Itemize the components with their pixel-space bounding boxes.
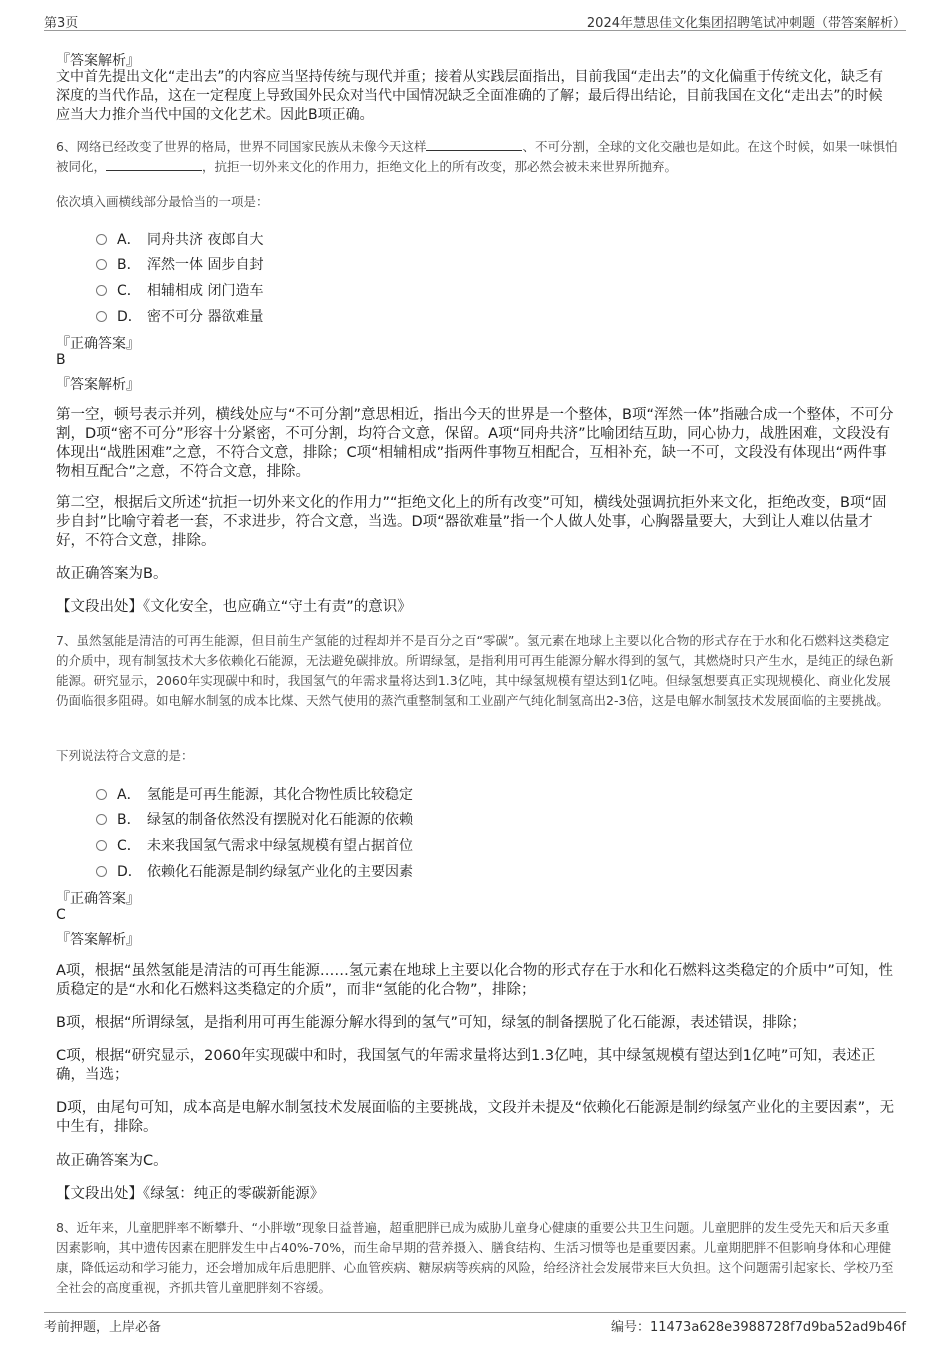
question-8-text: 8、近年来，儿童肥胖率不断攀升、“小胖墩”现象日益普遍，超重肥胖已成为威胁儿童身心健康的重要公共卫生问题。儿童肥胖的发生受先天和后天多重因素影响，其中遗传因素在肥胖发生中占40%-70%，而生命早期的营养摄入、膳食结构、生活习惯等也是重要因素。儿童期肥胖不但影响身体和心理健康，降低运动和学习能力，还会增加成年后患肥胖、心血管疾病、糖尿病等疾病的风险，给经济社会发展带来巨大负担。这个问题需引起家长、学校乃至全社会的高度重视，齐抓共管儿童肥胖刻不容缓。 [56, 1220, 894, 1295]
q7-option-c[interactable]: C． 未来我国氢气需求中绿氢规模有望占据首位 [96, 835, 413, 855]
question-6-prompt: 依次填入画横线部分最恰当的一项是： [56, 194, 269, 209]
radio-icon[interactable] [96, 789, 107, 800]
radio-icon[interactable] [96, 840, 107, 851]
radio-icon[interactable] [96, 814, 107, 825]
question-6-text: 6、网络已经改变了世界的格局，世界不同国家民族从未像今天这样 、不可分割，全球的文化交融也是如此。在这个时候，如果一味惧怕被同化， ，抗拒一切外来文化的作用力，拒绝文化上的所有改变，那必然会被未来世界所抛弃。 [56, 139, 898, 174]
q6-option-d[interactable]: D． 密不可分 器欲难量 [96, 306, 263, 326]
q7-analysis-a: A项，根据“虽然氢能是清洁的可再生能源……氢元素在地球上主要以化合物的形式存在于水和化石燃料这类稳定的介质中”可知，性质稳定的是“水和化石燃料这类稳定的介质”，而非“氢能的化合物”，排除； [56, 963, 893, 998]
page-footer [44, 1312, 906, 1335]
q6-analysis-label: 『答案解析』 [56, 377, 140, 393]
q7-analysis-d: D项，由尾句可知，成本高是电解水制氢技术发展面临的主要挑战，文段并未提及“依赖化石能源是制约绿氢产业化的主要因素”，无中生有，排除。 [56, 1100, 895, 1135]
q7-option-b[interactable]: B． 绿氢的制备依然没有摆脱对化石能源的依赖 [96, 809, 413, 829]
q6-option-a[interactable]: A． 同舟共济 夜郎自大 [96, 229, 263, 249]
radio-icon[interactable] [96, 234, 107, 245]
answer-blank-1 [426, 139, 522, 151]
question-7-prompt: 下列说法符合文意的是： [56, 748, 194, 763]
q6-option-b[interactable]: B． 浑然一体 固步自封 [96, 254, 263, 274]
radio-icon[interactable] [96, 311, 107, 322]
q7-option-d[interactable]: D． 依赖化石能源是制约绿氢产业化的主要因素 [96, 861, 413, 881]
radio-icon[interactable] [96, 285, 107, 296]
radio-icon[interactable] [96, 259, 107, 270]
document-title: 2024年慧思佳文化集团招聘笔试冲刺题（带答案解析） [586, 16, 906, 31]
footer-slogan: 考前押题，上岸必备 [44, 1320, 162, 1335]
document-code: 编号：11473a628e3988728f7d9ba52ad9b46f [610, 1320, 906, 1335]
q6-conclusion: 故正确答案为B。 [56, 566, 168, 582]
q7-analysis-b: B项，根据“所谓绿氢，是指利用可再生能源分解水得到的氢气”可知，绿氢的制备摆脱了化石能源，表述错误，排除； [56, 1015, 806, 1031]
analysis-label: 『答案解析』 [56, 53, 140, 69]
q7-option-a[interactable]: A． 氢能是可再生能源，其化合物性质比较稳定 [96, 784, 413, 804]
q7-correct-label: 『正确答案』 [56, 891, 140, 907]
q6-analysis-para2: 第二空，根据后文所述“抗拒一切外来文化的作用力”“拒绝文化上的所有改变”可知，横线处强调抗拒外来文化，拒绝改变，B项“固步自封”比喻守着老一套，不求进步，符合文意，当选。D项“器欲难量”指一个人做人处事，心胸器量要大，大到让人难以估量才好，不符合文意，排除。 [56, 495, 887, 549]
page-header [44, 10, 906, 31]
q6-analysis-para1: 第一空，顿号表示并列，横线处应与“不可分割”意思相近，指出今天的世界是一个整体，B项“浑然一体”指融合成一个整体，不可分割，D项“密不可分”形容十分紧密，不可分割，均符合文意，保留。A项“同舟共济”比喻团结互助，同心协力，战胜困难，文段没有体现出“战胜困难”之意，不符合文意，排除；C项“相辅相成”指两件事物互相配合，互相补充，缺一不可，文段没有体现出“两件事物相互配合”之意，不符合文意，排除。 [56, 407, 894, 480]
radio-icon[interactable] [96, 866, 107, 877]
q6-source: 【文段出处】《文化安全，也应确立“守土有责”的意识》 [56, 599, 412, 615]
q7-source: 【文段出处】《绿氢：纯正的零碳新能源》 [56, 1186, 325, 1202]
q6-answer: B [56, 352, 66, 368]
analysis-text: 文中首先提出文化“走出去”的内容应当坚持传统与现代并重；接着从实践层面指出，目前我国“走出去”的文化偏重于传统文化，缺乏有深度的当代作品，这在一定程度上导致国外民众对当代中国情况缺乏全面准确的了解；最后得出结论，目前我国在文化“走出去”的时候应当大力推介当代中国的文化艺术。因此B项正确。 [56, 69, 884, 123]
q6-option-c[interactable]: C． 相辅相成 闭门造车 [96, 280, 263, 300]
q7-analysis-label: 『答案解析』 [56, 932, 140, 948]
page-number: 第3页 [44, 16, 79, 31]
q6-correct-label: 『正确答案』 [56, 336, 140, 352]
question-7-text: 7、虽然氢能是清洁的可再生能源，但目前生产氢能的过程却并不是百分之百“零碳”。氢元素在地球上主要以化合物的形式存在于水和化石燃料这类稳定的介质中，现有制氢技术大多依赖化石能源，无法避免碳排放。所谓绿氢，是指利用可再生能源分解水得到的氢气，其燃烧时只产生水，是纯正的绿色新能源。研究显示，2060年实现碳中和时，我国氢气的年需求量将达到1.3亿吨，其中绿氢规模有望达到1亿吨。但绿氢想要真正实现规模化、商业化发展仍面临很多阻碍。如电解水制氢的成本比煤、天然气使用的蒸汽重整制氢和工业副产气纯化制氢高出2-3倍，这是电解水制氢技术发展面临的主要挑战。 [56, 633, 894, 708]
q7-answer: C [56, 907, 66, 923]
q7-conclusion: 故正确答案为C。 [56, 1153, 168, 1169]
q7-analysis-c: C项，根据“研究显示，2060年实现碳中和时，我国氢气的年需求量将达到1.3亿吨，其中绿氢规模有望达到1亿吨”可知，表述正确，当选； [56, 1048, 876, 1083]
answer-blank-2 [106, 159, 202, 171]
